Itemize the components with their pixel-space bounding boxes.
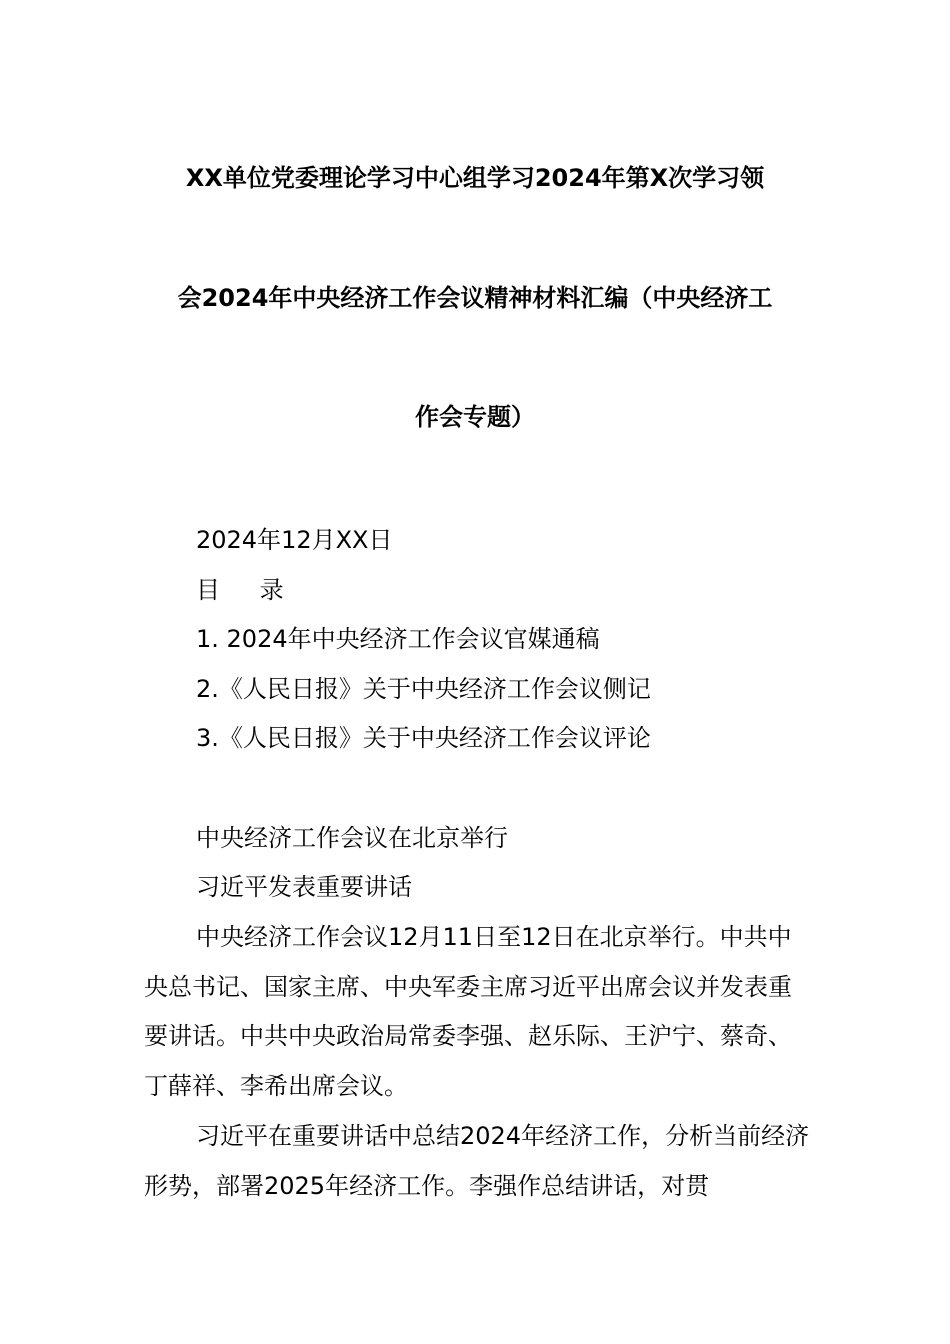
toc-heading: 目 录: [196, 576, 300, 604]
toc-item: 1. 2024年中央经济工作会议官媒通稿: [196, 625, 600, 653]
article-subheadline: 习近平发表重要讲话: [196, 873, 412, 901]
document-date: 2024年12月XX日: [196, 526, 393, 554]
article-paragraph: 中央经济工作会议12月11日至12日在北京举行。中共中央总书记、国家主席、中央军委主席习近平出席会议并发表重要讲话。中共中央政治局常委李强、赵乐际、王沪宁、蔡奇、丁薛祥、李希出席会议。: [144, 923, 792, 1100]
article-paragraph: 习近平在重要讲话中总结2024年经济工作，分析当前经济形势，部署2025年经济工作。李强作总结讲话，对贯: [144, 1122, 810, 1200]
toc-item: 3.《人民日报》关于中央经济工作会议评论: [196, 724, 651, 752]
document-title-line-2: 会2024年中央经济工作会议精神材料汇编（中央经济工: [177, 284, 773, 312]
article-headline: 中央经济工作会议在北京举行: [196, 824, 508, 852]
document-title-line-3: 作会专题）: [415, 403, 535, 431]
toc-item: 2.《人民日报》关于中央经济工作会议侧记: [196, 675, 651, 703]
document-title-line-1: XX单位党委理论学习中心组学习2024年第X次学习领: [185, 164, 765, 192]
